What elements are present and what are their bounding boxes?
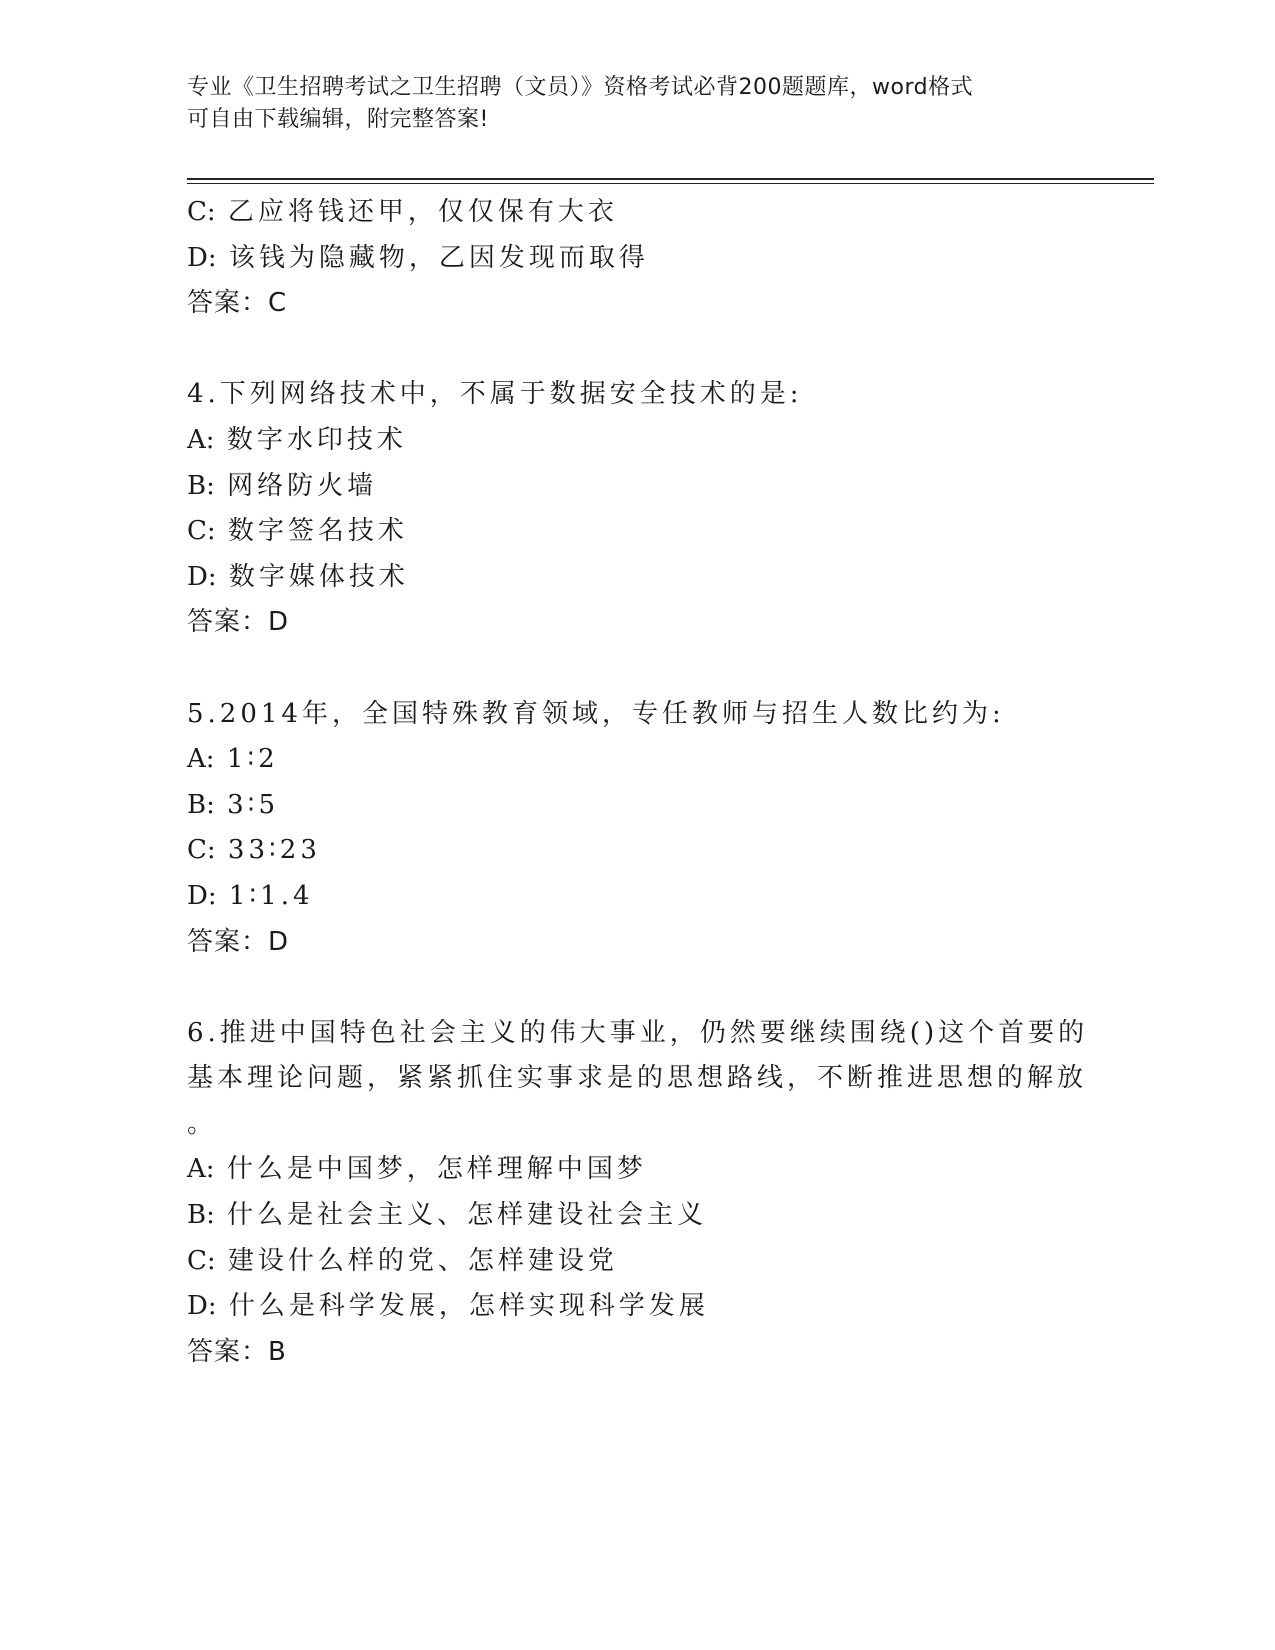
question-stem-line-1: 6.推进中国特色社会主义的伟大事业，仍然要继续围绕()这个首要的	[187, 1017, 1089, 1048]
option-c	[187, 1239, 1087, 1285]
option-d	[187, 874, 1087, 920]
question-5	[187, 692, 1087, 966]
option-text: 1∶2	[226, 744, 279, 775]
option-a	[187, 1147, 1087, 1193]
question-stem-line-3: 。	[187, 1108, 218, 1139]
option-a	[187, 737, 1087, 783]
option-letter: C:	[187, 516, 216, 547]
spacer	[187, 965, 1087, 1011]
option-d	[187, 1284, 1087, 1330]
option-text: 数字媒体技术	[228, 561, 409, 592]
option-text: 3∶5	[227, 789, 279, 820]
header-line-2: 可自由下载编辑，附完整答案!	[187, 107, 489, 132]
header-divider-thick	[187, 178, 1154, 180]
option-c	[187, 190, 1087, 236]
question-3	[187, 190, 1087, 327]
option-letter: A:	[187, 424, 215, 455]
question-4	[187, 372, 1087, 646]
option-text: 1∶1.4	[228, 880, 314, 911]
option-letter: B:	[187, 1200, 215, 1231]
answer-line: 答案：C	[187, 288, 288, 319]
option-text: 数字签名技术	[227, 516, 408, 547]
option-letter: D:	[187, 561, 217, 592]
option-letter: A:	[187, 1154, 215, 1185]
question-6	[187, 1011, 1087, 1376]
option-c	[187, 828, 1087, 874]
option-c	[187, 509, 1087, 555]
option-d	[187, 236, 1087, 282]
page-header	[187, 72, 1067, 136]
option-text: 什么是科学发展，怎样实现科学发展	[228, 1291, 709, 1322]
answer-line: 答案：D	[187, 607, 290, 638]
option-text: 数字水印技术	[226, 424, 407, 455]
option-b	[187, 783, 1087, 829]
option-text: 乙应将钱还甲，仅仅保有大衣	[227, 197, 618, 227]
option-b	[187, 464, 1087, 510]
option-letter: A:	[187, 744, 215, 775]
spacer	[187, 646, 1087, 692]
option-letter: D:	[187, 880, 217, 911]
option-a	[187, 418, 1087, 464]
spacer	[187, 327, 1087, 373]
option-letter: D:	[187, 1291, 217, 1322]
question-stem: 5.2014年，全国特殊教育领域，专任教师与招生人数比约为:	[187, 698, 1005, 729]
answer-line: 答案：D	[187, 926, 290, 957]
option-text: 网络防火墙	[227, 470, 378, 501]
option-letter: C:	[187, 1245, 216, 1276]
answer-line: 答案：B	[187, 1336, 287, 1367]
question-stem-line-2: 基本理论问题，紧紧抓住实事求是的思想路线，不断推进思想的解放	[187, 1063, 1088, 1094]
option-letter: B:	[187, 789, 215, 820]
option-b	[187, 1193, 1087, 1239]
option-text: 建设什么样的党、怎样建设党	[227, 1245, 618, 1276]
question-stem: 4.下列网络技术中，不属于数据安全技术的是:	[187, 379, 803, 410]
header-divider-thin	[187, 183, 1154, 184]
option-text: 该钱为隐藏物，乙因发现而取得	[228, 242, 649, 273]
option-text: 什么是社会主义、怎样建设社会主义	[227, 1200, 708, 1231]
question-content	[187, 190, 1087, 1375]
option-letter: D:	[187, 242, 217, 273]
option-text: 33∶23	[227, 835, 321, 866]
option-letter: B:	[187, 470, 215, 501]
option-d	[187, 555, 1087, 601]
header-line-1: 专业《卫生招聘考试之卫生招聘（文员）》资格考试必背200题题库，word格式	[187, 75, 974, 100]
option-letter: C:	[187, 197, 216, 227]
option-text: 什么是中国梦，怎样理解中国梦	[226, 1154, 647, 1185]
option-letter: C:	[187, 835, 216, 866]
